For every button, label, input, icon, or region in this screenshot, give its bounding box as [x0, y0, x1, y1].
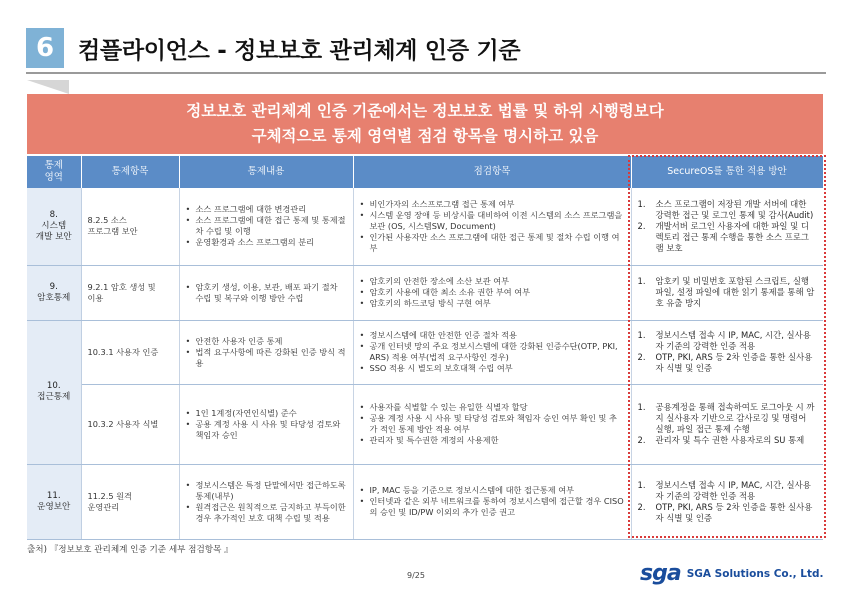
control-content [179, 320, 353, 384]
list-item: • 비인가자의 소스프로그램 접근 통제 여부 [360, 199, 625, 210]
control-area-text: 9. 암호통제 [37, 281, 71, 303]
control-item-text: 11.2.5 원격 운영관리 [87, 490, 132, 512]
list-item: • 소스 프로그램에 대한 접근 통제 및 통제절차 수립 및 이행 [186, 215, 347, 237]
control-content [179, 265, 353, 320]
page-number: 9/25 [407, 571, 425, 580]
control-area-text: 8. 시스템 개발 보안 [35, 209, 72, 242]
control-content [179, 188, 353, 265]
list-item: • 원격접근은 원칙적으로 금지하고 부득이한 경우 추가적인 보호 대책 수립 및 적용 [186, 502, 347, 524]
control-item-text: 8.2.5 소스 프로그램 보안 [87, 215, 138, 237]
company-logo [640, 563, 824, 585]
header-content: 통제내용 [179, 156, 353, 188]
list-item: 1. 공용계정을 통해 접속하여도 로그아웃 시 까지 실사용자 기반으로 감사로깅 및 명령어 실행, 파일 접근 통제 수행 [637, 402, 815, 434]
secureos-method [631, 188, 823, 265]
list-item: • SSO 적용 시 별도의 보호대책 수립 여부 [360, 363, 625, 374]
control-area [27, 188, 81, 265]
list-item: • 안전한 사용자 인증 통제 [186, 336, 347, 347]
sga-logo-mark: sga [640, 561, 681, 586]
list-item: • 암호키의 안전한 장소에 소산 보관 여부 [360, 276, 625, 287]
list-item: • 1인 1계정(자연인식별) 준수 [186, 408, 347, 419]
list-item: • 공개 인터넷 망의 주요 정보시스템에 대한 강화된 인증수단(OTP, PKI, ARS) 적용 여부(법적 요구사항인 경우) [360, 341, 625, 363]
list-item-text: 정보시스템 접속 시 IP, MAC, 시간, 실사용자 기준의 강력한 인증 적용 [655, 479, 811, 501]
summary-banner [27, 94, 823, 154]
list-item: • 인가된 사용자만 소스 프로그램에 대한 접근 통제 및 절차 수립 이행 여부 [360, 232, 625, 254]
list-item: • 암호키의 하드코딩 방식 구현 여부 [360, 298, 625, 309]
check-items [353, 188, 631, 265]
control-item [81, 464, 179, 539]
list-item: • 사용자를 식별할 수 있는 유일한 식별자 할당 [360, 402, 625, 413]
table-row [27, 464, 823, 539]
table-row [27, 320, 823, 384]
list-item: • 법적 요구사항에 따른 강화된 인증 방식 적용 [186, 347, 347, 369]
control-item-text: 10.3.1 사용자 인증 [87, 346, 159, 357]
list-item-text: OTP, PKI, ARS 등 2차 인증을 통한 실사용자 식별 및 인증 [655, 352, 813, 373]
list-item: • 관리자 및 특수권한 계정의 사용제한 [360, 435, 625, 446]
header-item: 통제항목 [81, 156, 179, 188]
banner-line-1: 정보보호 관리체계 인증 기준에서는 정보보호 법률 및 하위 시행령보다 [186, 102, 664, 120]
banner-line-2: 구체적으로 통제 영역별 점검 항목을 명시하고 있음 [251, 127, 599, 145]
list-item: • 공용 계정 사용 시 사유 및 타당성 검토와 책임자 승인 여부 확인 및 추가 적인 통제 방안 적용 여부 [360, 413, 625, 435]
header-area [27, 156, 81, 188]
control-area [27, 265, 81, 320]
list-item: • 시스템 운영 장애 등 비상시를 대비하여 이전 시스템의 소스 프로그램을 보관 (OS, 시스템SW, Document) [360, 210, 625, 232]
title-divider [26, 72, 826, 74]
list-item-text: 정보시스템 접속 시 IP, MAC, 시간, 실사용자 기준의 강력한 인증 적용 [655, 330, 811, 351]
check-items [353, 384, 631, 464]
control-area-text: 11. 운영보안 [37, 490, 71, 512]
list-item-text: 개발서버 로그인 사용자에 대한 파일 및 디렉토리 접근 통제 수행을 통한 소스 프로그램 보호 [655, 220, 810, 253]
list-item: • 정보시스템은 특정 단말에서만 접근하도록 통제(내부) [186, 480, 347, 502]
list-item: 1. 암호키 및 비밀번호 포함된 스크립트, 실행파일, 설정 파일에 대한 읽기 통제를 통해 암호 유출 방지 [637, 276, 815, 308]
list-item: 1. 소스 프로그램이 저장된 개발 서버에 대한 강력한 접근 및 로그인 통제 및 감사(Audit) [637, 198, 814, 220]
company-name: SGA Solutions Co., Ltd. [686, 568, 824, 580]
list-item-text: 소스 프로그램이 저장된 개발 서버에 대한 강력한 접근 및 로그인 통제 및 감사(Audit) [655, 198, 814, 220]
check-items [353, 320, 631, 384]
list-item: • 인터넷과 같은 외부 네트워크를 통하여 정보시스템에 접근할 경우 CISO의 승인 및 ID/PW 이외의 추가 인증 권고 [360, 496, 625, 518]
secureos-method [631, 265, 823, 320]
control-item [81, 320, 179, 384]
header-secureos: SecureOS를 통한 적용 방안 [631, 156, 823, 188]
list-item-text: OTP, PKI, ARS 등 2차 인증을 통한 실사용자 식별 및 인증 [655, 501, 813, 523]
list-item-text: 암호키 및 비밀번호 포함된 스크립트, 실행파일, 설정 파일에 대한 읽기 통제를 통해 암호 유출 방지 [655, 276, 815, 308]
table-row [27, 384, 823, 464]
header-checks: 점검항목 [353, 156, 631, 188]
secureos-method [631, 464, 823, 539]
list-item: 2. 관리자 및 특수 권한 사용자로의 SU 통제 [637, 435, 805, 445]
list-item: • IP, MAC 등을 기준으로 정보시스템에 대한 접근통제 여부 [360, 485, 625, 496]
list-item: • 정보시스템에 대한 안전한 인증 절차 적용 [360, 330, 625, 341]
table-header-row [27, 156, 823, 188]
list-item: • 암호키 생성, 이용, 보관, 배포 파기 절차 수립 및 복구와 이행 방안 수립 [186, 282, 347, 304]
control-content [179, 464, 353, 539]
table-row [27, 188, 823, 265]
secureos-method [631, 384, 823, 464]
table-row [27, 265, 823, 320]
compliance-table [27, 156, 824, 540]
control-content [179, 384, 353, 464]
check-items [353, 464, 631, 539]
list-item: 1. 정보시스템 접속 시 IP, MAC, 시간, 실사용자 기준의 강력한 인증 적용 [637, 479, 811, 501]
control-item-text: 10.3.2 사용자 식별 [87, 418, 159, 429]
control-area [27, 320, 81, 464]
list-item: 2. OTP, PKI, ARS 등 2차 인증을 통한 실사용자 식별 및 인증 [637, 501, 813, 523]
banner-fold-decoration [27, 80, 69, 94]
control-item [81, 384, 179, 464]
list-item: • 공용 계정 사용 시 사유 및 타당성 검토와 책임자 승인 [186, 419, 347, 441]
control-item [81, 265, 179, 320]
check-items [353, 265, 631, 320]
list-item: • 암호키 사용에 대한 최소 소유 권한 부여 여부 [360, 287, 625, 298]
page-title: 컴플라이언스 - 정보보호 관리체계 인증 기준 [78, 38, 521, 64]
control-item-text: 9.2.1 암호 생성 및 이용 [87, 281, 156, 303]
control-area-text: 10. 접근통제 [37, 381, 71, 402]
list-item: 2. 개발서버 로그인 사용자에 대한 파일 및 디렉토리 접근 통제 수행을 통한 소스 프로그램 보호 [637, 220, 810, 253]
source-citation: 출처) 『정보보호 관리체계 인증 기준 세부 점검항목 』 [27, 545, 233, 555]
control-item [81, 188, 179, 265]
list-item: 1. 정보시스템 접속 시 IP, MAC, 시간, 실사용자 기준의 강력한 인증 적용 [637, 330, 811, 351]
section-number: 6 [26, 28, 64, 68]
list-item: • 운영환경과 소스 프로그램의 분리 [186, 237, 347, 248]
header-area-label: 통제 영역 [44, 160, 63, 183]
list-item-text: 관리자 및 특수 권한 사용자로의 SU 통제 [655, 435, 805, 445]
control-area [27, 464, 81, 539]
list-item-text: 공용계정을 통해 접속하여도 로그아웃 시 까지 실사용자 기반으로 감사로깅 및 명령어 실행, 파일 접근 통제 수행 [655, 402, 815, 434]
secureos-method [631, 320, 823, 384]
list-item: 2. OTP, PKI, ARS 등 2차 인증을 통한 실사용자 식별 및 인증 [637, 352, 813, 373]
list-item: • 소스 프로그램에 대한 변경관리 [186, 204, 347, 215]
